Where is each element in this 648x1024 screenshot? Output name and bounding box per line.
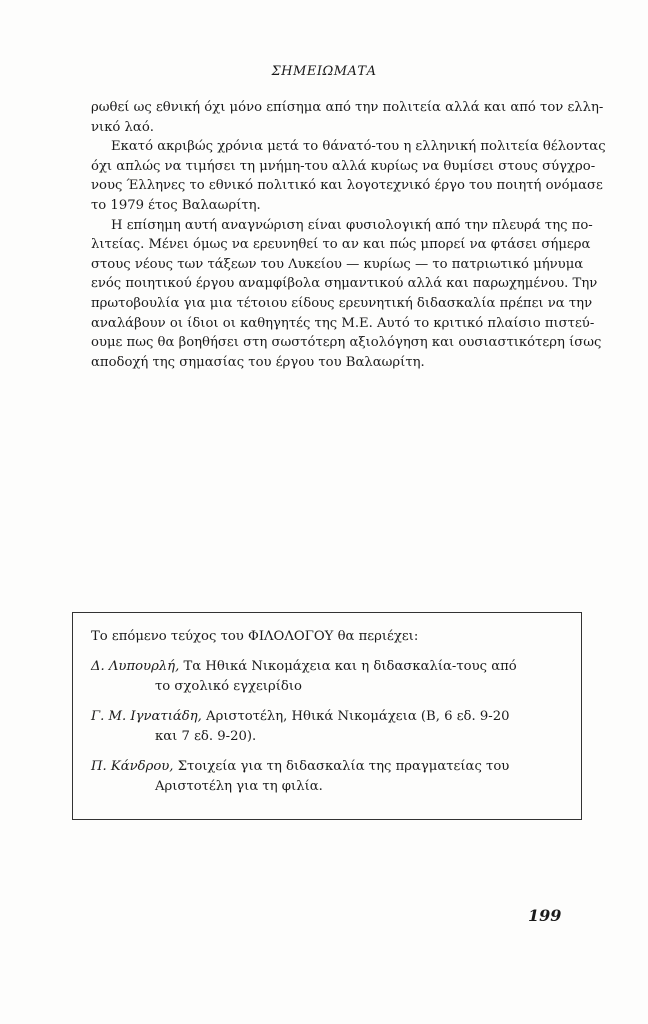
entry-title: Τα Ηθικά Νικομάχεια και η διδασκαλία-τους από (183, 659, 517, 674)
notice-intro: Το επόμενο τεύχος του ΦΙΛΟΛΟΓΟΥ θα περιέχει: (91, 629, 419, 644)
body-text (91, 98, 606, 372)
text-line: ενός ποιητικού έργου αναμφίβολα σημαντικού αλλά και παρωχημένου. Την (91, 276, 598, 292)
entry-author: Γ. Μ. Ιγνατιάδη, (91, 709, 202, 724)
entry-title-cont: και 7 εδ. 9-20). (155, 729, 257, 744)
text-line: νικό λαό. (91, 119, 154, 135)
text-line: πρωτοβουλία για μια τέτοιου είδους ερευνητική διδασκαλία πρέπει να την (91, 295, 593, 311)
entry-title-cont: το σχολικό εγχειρίδιο (155, 679, 302, 694)
text-line: αναλάβουν οι ίδιοι οι καθηγητές της Μ.Ε. Αυτό το κριτικό πλαίσιο πιστεύ- (91, 315, 595, 331)
notice-entry (91, 657, 539, 697)
entry-title: Στοιχεία για τη διδασκαλία της πραγματείας του (177, 759, 510, 774)
text-line: ρωθεί ως εθνική όχι μόνο επίσημα από την πολιτεία αλλά και από τον ελλη- (91, 100, 604, 115)
text-line: ουμε πως θα βοηθήσει στη σωστότερη αξιολόγηση και ουσιαστικότερη ίσως (91, 335, 602, 351)
notice-entry (91, 757, 539, 797)
text-line: λιτείας. Μένει όμως να ερευνηθεί το αν και πώς μπορεί να φτάσει σήμερα (91, 237, 591, 253)
running-header: ΣΗΜΕΙΩΜΑΤΑ (271, 64, 377, 79)
entry-author: Δ. Λυπουρλή, (91, 659, 180, 674)
paragraph-3 (91, 216, 602, 373)
notice-content (91, 627, 539, 797)
paragraph-2 (91, 137, 606, 215)
paragraph-1 (91, 98, 604, 137)
next-issue-notice-box (72, 612, 582, 820)
text-line: όχι απλώς να τιμήσει τη μνήμη-του αλλά κυρίως να θυμίσει στους σύγχρο- (91, 158, 596, 174)
text-line: το 1979 έτος Βαλαωρίτη. (91, 197, 261, 213)
page-number: 199 (528, 906, 562, 925)
entry-author: Π. Κάνδρου, (91, 759, 174, 774)
text-line: αποδοχή της σημασίας του έργου του Βαλαωρίτη. (91, 354, 425, 370)
text-line: στους νέους των τάξεων του Λυκείου — κυρίως — το πατριωτικό μήνυμα (91, 256, 584, 272)
entry-title: Αριστοτέλη, Ηθικά Νικομάχεια (Β, 6 εδ. 9-20 (206, 709, 510, 724)
entry-title-cont: Αριστοτέλη για τη φιλία. (155, 779, 323, 794)
text-line: Η επίσημη αυτή αναγνώριση είναι φυσιολογική από την πλευρά της πο- (111, 217, 593, 233)
text-line: Εκατό ακριβώς χρόνια μετά το θάνατό-του η ελληνική πολιτεία θέλοντας (111, 139, 606, 155)
notice-entry (91, 707, 539, 747)
text-line: νους Έλληνες το εθνικό πολιτικό και λογοτεχνικό έργο του ποιητή ονόμασε (91, 178, 603, 194)
